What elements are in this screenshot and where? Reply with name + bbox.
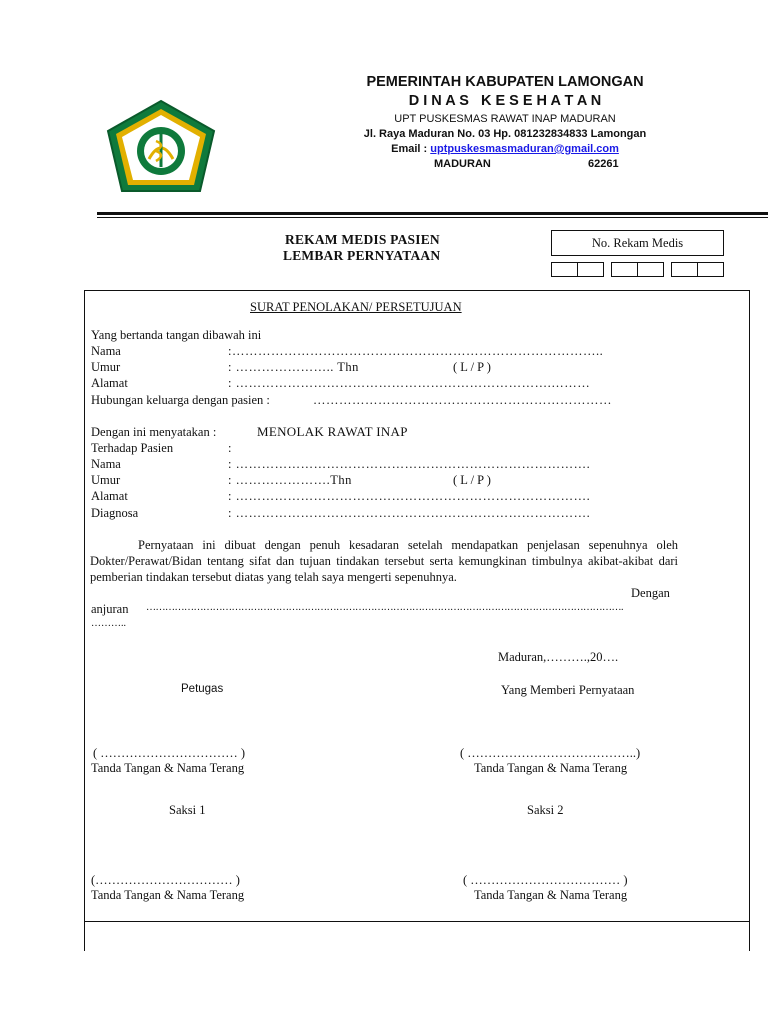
saksi1-signature-line[interactable]: (…………………………… ) [91, 873, 240, 887]
place-date[interactable]: Maduran,……….,20…. [498, 650, 619, 664]
doc-title-2: LEMBAR PERNYATAAN [283, 248, 441, 263]
form-frame-divider [84, 921, 750, 922]
nama-field[interactable]: :………………………………………………………………………….. [228, 344, 604, 358]
paragraph-text: Pernyataan ini dibuat dengan penuh kesadaran setelah mendapatkan penjelasan sepenuhnya oleh Dokter/Perawat/Bidan tentang sifat dan tujuan tindakan tersebut serta kemungkinan timbulnya akibat-akibat dari pemberian tindakan tersebut diatas yang telah saya mengerti sepenuhnya. [90, 538, 678, 585]
terhadap-label: Terhadap Pasien [91, 441, 174, 455]
doc-title-1: REKAM MEDIS PASIEN [285, 232, 440, 247]
email-label: Email : [391, 143, 428, 155]
anjuran-field-cont[interactable]: ……….. [91, 618, 126, 629]
petugas-signature-caption: Tanda Tangan & Nama Terang [91, 761, 245, 775]
patient-alamat-label: Alamat [91, 489, 128, 503]
saksi2-label: Saksi 2 [527, 803, 564, 817]
letterhead-city: MADURAN [434, 158, 491, 170]
patient-umur-field[interactable]: : ………………….Thn [228, 473, 352, 487]
record-digit-cell[interactable] [637, 262, 664, 277]
umur-label: Umur [91, 360, 121, 374]
patient-alamat-field[interactable]: : ………………………………………………………………………. [228, 489, 591, 503]
patient-nama-field[interactable]: : ………………………………………………………………………. [228, 457, 591, 471]
letterhead-line2: D I N A S K E S E H A T A N [408, 93, 602, 109]
anjuran-label: anjuran [91, 602, 129, 616]
record-digit-cell[interactable] [551, 262, 578, 277]
patient-nama-label: Nama [91, 457, 121, 471]
record-digit-cell[interactable] [577, 262, 604, 277]
letterhead-line1: PEMERINTAH KABUPATEN LAMONGAN [366, 74, 644, 90]
record-number-label: No. Rekam Medis [551, 230, 724, 256]
record-digit-cell[interactable] [611, 262, 638, 277]
header-divider-thin [97, 217, 768, 218]
district-health-emblem-icon [104, 97, 218, 197]
email-link[interactable]: uptpuskesmasmaduran@gmail.com [430, 143, 619, 155]
hubungan-label: Hubungan keluarga dengan pasien : [91, 393, 270, 407]
letterhead-address: Jl. Raya Maduran No. 03 Hp. 081232834833 Lamongan [363, 128, 647, 140]
letterhead-line3: UPT PUSKESMAS RAWAT INAP MADURAN [394, 113, 616, 125]
alamat-label: Alamat [91, 376, 128, 390]
header-divider-thick [97, 212, 768, 215]
pemberi-label: Yang Memberi Pernyataan [501, 683, 635, 697]
letterhead-email-line [300, 143, 710, 155]
patient-gender-field[interactable]: ( L / P ) [453, 473, 491, 487]
letterhead-postal: 62261 [588, 158, 619, 170]
saksi1-label: Saksi 1 [169, 803, 206, 817]
gender-field[interactable]: ( L / P ) [453, 360, 491, 374]
diagnosa-field[interactable]: : ………………………………………………………………………. [228, 506, 591, 520]
diagnosa-label: Diagnosa [91, 506, 139, 520]
nama-label: Nama [91, 344, 121, 358]
petugas-label: Petugas [181, 683, 224, 695]
record-digit-cell[interactable] [697, 262, 724, 277]
pemberi-signature-line[interactable]: ( …………………………………..) [460, 746, 641, 760]
statement-value: MENOLAK RAWAT INAP [257, 424, 408, 439]
record-digit-cell[interactable] [671, 262, 698, 277]
saksi1-signature-caption: Tanda Tangan & Nama Terang [91, 888, 245, 902]
pemberi-signature-caption: Tanda Tangan & Nama Terang [474, 761, 628, 775]
patient-umur-label: Umur [91, 473, 121, 487]
terhadap-colon: : [228, 441, 232, 455]
statement-label: Dengan ini menyatakan : [91, 425, 217, 439]
form-heading: SURAT PENOLAKAN/ PERSETUJUAN [250, 300, 462, 314]
saksi2-signature-caption: Tanda Tangan & Nama Terang [474, 888, 628, 902]
umur-field[interactable]: : ………………….. Thn [228, 360, 359, 374]
dengan-word: Dengan [631, 586, 670, 600]
petugas-signature-line[interactable]: ( …………………………… ) [93, 746, 246, 760]
statement-paragraph [90, 537, 678, 586]
alamat-field[interactable]: : ……………………………………………………………….……… [228, 376, 591, 390]
anjuran-field[interactable]: ……………………………………………………………………………………………………………………………………. [146, 602, 623, 613]
intro-text: Yang bertanda tangan dibawah ini [91, 328, 262, 342]
saksi2-signature-line[interactable]: ( ……………………………… ) [463, 873, 628, 887]
hubungan-field[interactable]: …………………………………………………………… [313, 393, 612, 407]
